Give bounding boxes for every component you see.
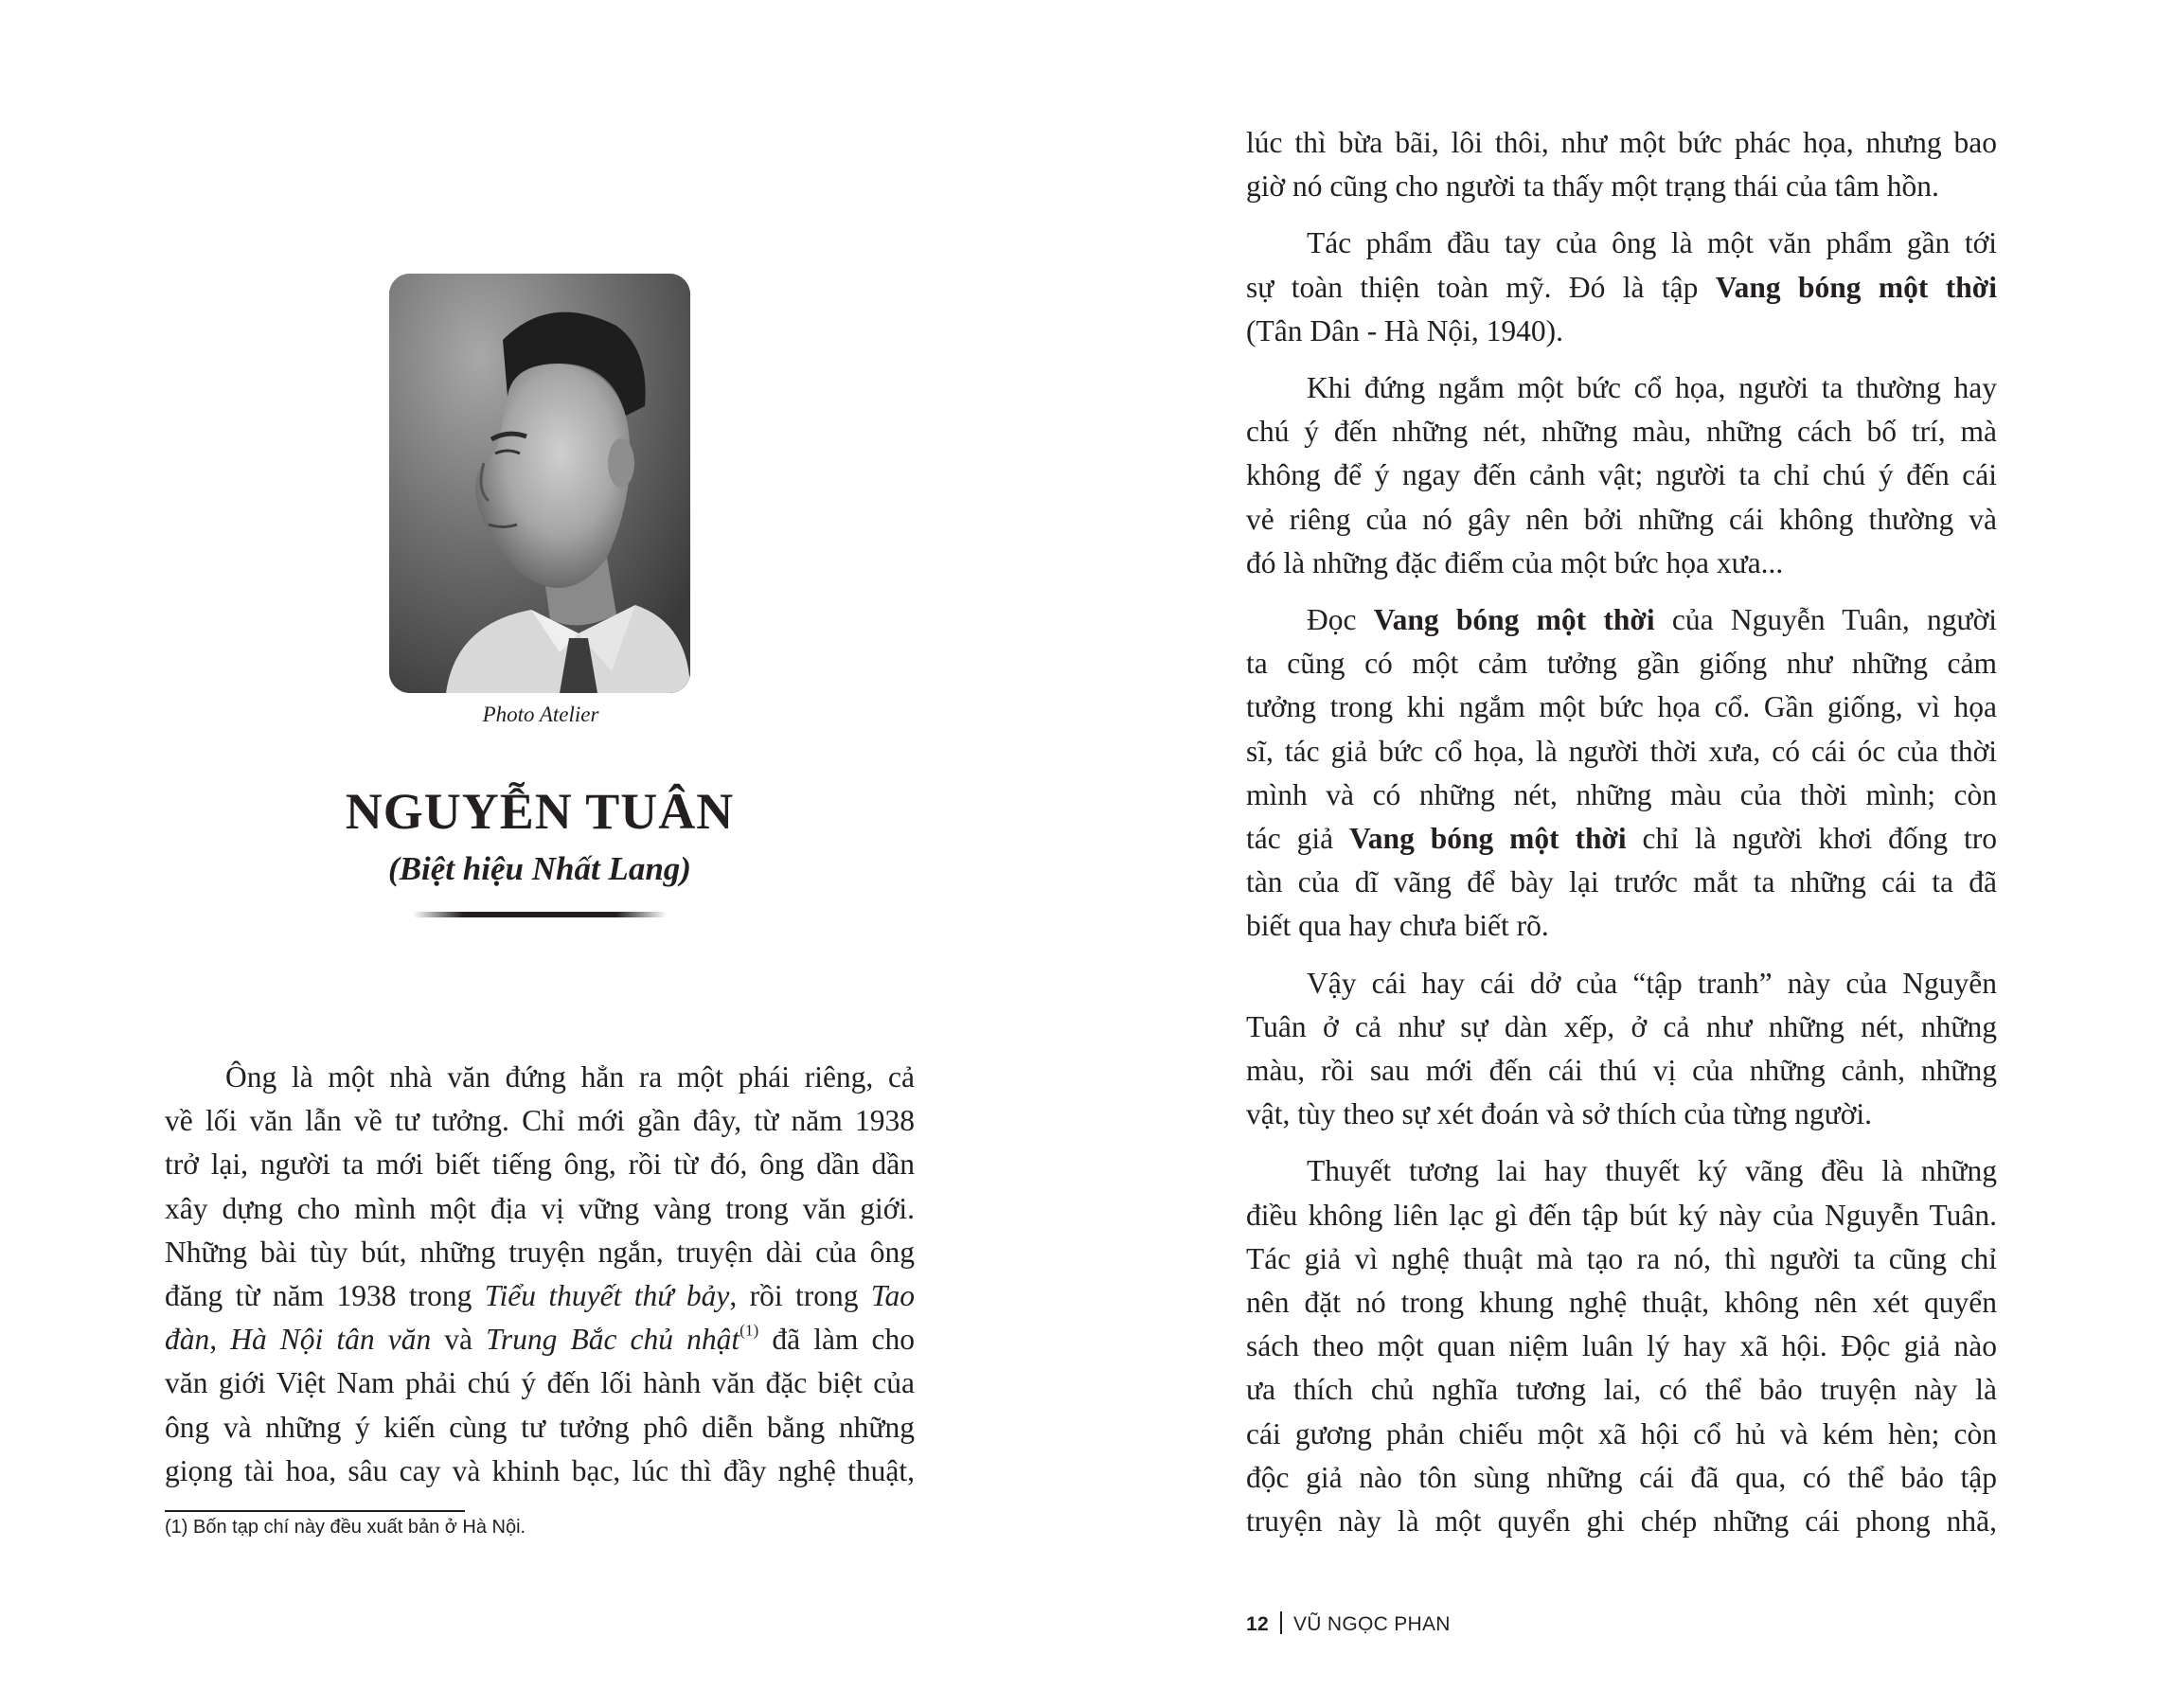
- publication-title: Trung Bắc chủ nhật: [486, 1323, 740, 1357]
- publication-title: Tiểu thuyết thứ bảy: [484, 1279, 730, 1313]
- text-line: Tác phẩm đầu tay của ông là một văn phẩm gần tới: [1307, 226, 1997, 260]
- text-run: , rồi trong: [729, 1279, 871, 1313]
- text-line: sách theo một quan niệm luân lý hay xã hội. Độc giả nào: [1246, 1329, 1997, 1363]
- text-line: trở lại, người ta mới biết tiếng ông, rồi từ đó, ông dần dần: [165, 1148, 915, 1182]
- text-line: [1246, 266, 1997, 310]
- text-line: mình và có những nét, những màu của thời mình; còn: [1246, 777, 1997, 811]
- text-line: giờ nó cũng cho người ta thấy một trạng thái của tâm hồn.: [1246, 169, 1939, 204]
- text-line: nên đặt nó trong khung nghệ thuật, không nên xét quyển: [1246, 1286, 1997, 1320]
- page-number: 12: [1246, 1613, 1269, 1635]
- text-line: đó là những đặc điểm của một bức họa xưa...: [1246, 545, 1784, 579]
- text-line: (Tân Dân - Hà Nội, 1940).: [1246, 313, 1564, 347]
- paragraph-gap: [1246, 353, 1997, 366]
- footnote-marker: (1): [740, 1321, 759, 1340]
- text-line: điều không liên lạc gì đến tập bút ký này của Nguyễn Tuân.: [1246, 1198, 1997, 1232]
- text-run: sự toàn thiện toàn mỹ. Đó là tập: [1246, 270, 1716, 304]
- text-line: tưởng trong khi ngắm một bức họa cổ. Gần giống, vì họa: [1246, 690, 1997, 724]
- text-line: [1246, 817, 1997, 861]
- publication-title: Tao: [870, 1279, 916, 1313]
- text-line: ta cũng có một cảm tưởng gần giống như những cảm: [1246, 647, 1997, 681]
- text-line: Tác giả vì nghệ thuật mà tạo ra nó, thì người ta cũng chỉ: [1246, 1241, 1997, 1275]
- author-portrait-photo: [389, 274, 690, 693]
- text-run: tác giả: [1246, 822, 1349, 856]
- photo-caption: Photo Atelier: [482, 703, 599, 726]
- book-title: Vang bóng một thời: [1348, 822, 1627, 856]
- text-line: [1246, 598, 1997, 642]
- text-run: Đọc: [1307, 603, 1374, 637]
- author-name-heading: NGUYỄN TUÂN: [345, 783, 735, 840]
- text-line: giọng tài hoa, sâu cay và khinh bạc, lúc thì đầy nghệ thuật,: [165, 1453, 915, 1487]
- paragraph-gap: [1246, 208, 1997, 222]
- paragraph-gap: [1246, 1136, 1997, 1149]
- paragraph-gap: [1246, 949, 1997, 962]
- text-line: Khi đứng ngắm một bức cổ họa, người ta thường hay: [1307, 371, 1997, 405]
- footnote: (1) Bốn tạp chí này đều xuất bản ở Hà Nội.: [165, 1517, 526, 1538]
- text-line: xây dựng cho mình một địa vị vững vàng trong văn giới.: [165, 1191, 915, 1225]
- running-head-author: VŨ NGỌC PHAN: [1292, 1613, 1451, 1635]
- left-body-text: [165, 1056, 915, 1493]
- text-run: và: [431, 1323, 487, 1357]
- text-line: ưa thích chủ nghĩa tương lai, có thể bảo truyện này là: [1246, 1373, 1997, 1407]
- text-line: [165, 1318, 915, 1361]
- text-line: [165, 1274, 915, 1318]
- text-line: không để ý ngay đến cảnh vật; người ta chỉ chú ý đến cái: [1246, 458, 1997, 492]
- text-line: độc giả nào tôn sùng những cái đã qua, có thể bảo tập: [1246, 1460, 1997, 1494]
- text-line: lúc thì bừa bãi, lôi thôi, như một bức phác họa, nhưng bao: [1246, 126, 1997, 159]
- text-line: Ông là một nhà văn đứng hẳn ra một phái riêng, cả: [225, 1060, 915, 1094]
- text-run: của Nguyễn Tuân, người: [1654, 603, 1997, 637]
- pen-name-subheading: (Biệt hiệu Nhất Lang): [388, 850, 691, 887]
- text-run: đã làm cho: [758, 1323, 915, 1357]
- text-line: Vậy cái hay cái dở của “tập tranh” này của Nguyễn: [1307, 966, 1997, 1000]
- text-line: vẻ riêng của nó gây nên bởi những cái không thường và: [1246, 502, 1997, 536]
- text-line: về lối văn lẫn về tư tưởng. Chỉ mới gần đây, từ năm 1938: [165, 1104, 915, 1138]
- book-title: Vang bóng một thời: [1715, 270, 1997, 304]
- text-line: Những bài tùy bút, những truyện ngắn, truyện dài của ông: [165, 1235, 915, 1269]
- text-line: truyện này là một quyển ghi chép những cái phong nhã,: [1246, 1504, 1997, 1539]
- text-line: ông và những ý kiến cùng tư tưởng phô diễn bằng những: [165, 1410, 915, 1444]
- title-divider: [413, 912, 667, 917]
- paragraph-gap: [1246, 585, 1997, 598]
- right-body-text: [1246, 121, 1997, 1543]
- footnote-rule: [165, 1510, 465, 1512]
- text-line: Tuân ở cả như sự dàn xếp, ở cả như những nét, những: [1246, 1009, 1997, 1043]
- text-line: vật, tùy theo sự xét đoán và sở thích của từng người.: [1246, 1097, 1873, 1131]
- text-line: biết qua hay chưa biết rõ.: [1246, 909, 1549, 943]
- text-line: văn giới Việt Nam phải chú ý đến lối hành văn đặc biệt của: [165, 1366, 915, 1400]
- text-run: chỉ là người khơi đống tro: [1626, 822, 1997, 856]
- portrait-image: [389, 274, 690, 693]
- text-line: sĩ, tác giả bức cổ họa, là người thời xưa, có cái óc của thời: [1246, 734, 1997, 768]
- running-head-right: [1246, 1611, 1451, 1636]
- text-line: cái gương phản chiếu một xã hội cổ hủ và kém hèn; còn: [1246, 1416, 1997, 1450]
- text-line: màu, rồi sau mới đến cái thú vị của những cảnh, những: [1246, 1054, 1997, 1088]
- text-line: Thuyết tương lai hay thuyết ký vãng đều là những: [1307, 1154, 1997, 1188]
- text-line: chú ý đến những nét, những màu, những cách bố trí, mà: [1246, 415, 1997, 449]
- running-head-separator: [1280, 1611, 1282, 1634]
- text-run: đăng từ năm 1938 trong: [165, 1279, 485, 1313]
- book-title: Vang bóng một thời: [1373, 603, 1655, 637]
- text-line: tàn của dĩ vãng để bày lại trước mắt ta những cái ta đã: [1246, 865, 1997, 899]
- publication-title: đàn, Hà Nội tân văn: [165, 1323, 432, 1357]
